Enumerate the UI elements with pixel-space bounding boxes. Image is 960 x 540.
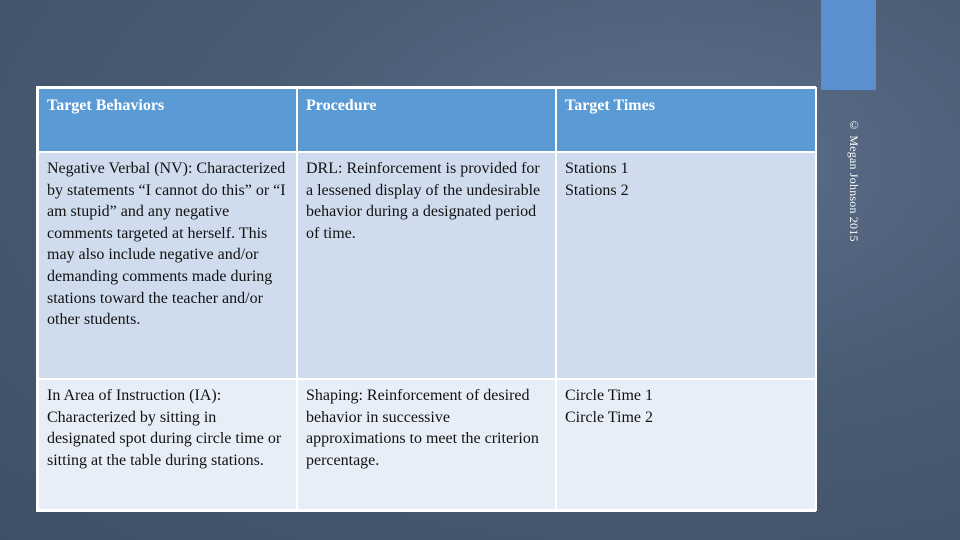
behavior-table [36,86,816,512]
header-procedure: Procedure [297,88,556,152]
table-row [38,379,816,510]
times-cell [556,152,816,379]
times-cell [556,379,816,510]
header-target-behaviors: Target Behaviors [38,88,297,152]
time-entry: Stations 2 [565,181,629,199]
time-entry: Stations 1 [565,160,629,177]
behavior-cell: Negative Verbal (NV): Characterized by statements “I cannot do this” or “I am stupid” and any negative comments targeted at herself. This may also include negative and/or demanding comments made during stations toward the teacher and/or other students. [38,152,297,379]
accent-bar [821,0,876,90]
procedure-cell: Shaping: Reinforcement of desired behavior in successive approximations to meet the criterion percentage. [297,379,556,510]
time-entry: Circle Time 1 [565,387,654,404]
behavior-cell: In Area of Instruction (IA): Characterized by sitting in designated spot during circle time or sitting at the table during stations. [38,379,297,510]
table-row [38,152,816,379]
table-header-row [38,88,816,152]
header-target-times: Target Times [556,88,816,152]
procedure-cell: DRL: Reinforcement is provided for a lessened display of the undesirable behavior during a designated period of time. [297,152,556,379]
time-entry: Circle Time 2 [565,408,654,426]
copyright-note: © Megan Johnson 2015 [847,118,861,242]
